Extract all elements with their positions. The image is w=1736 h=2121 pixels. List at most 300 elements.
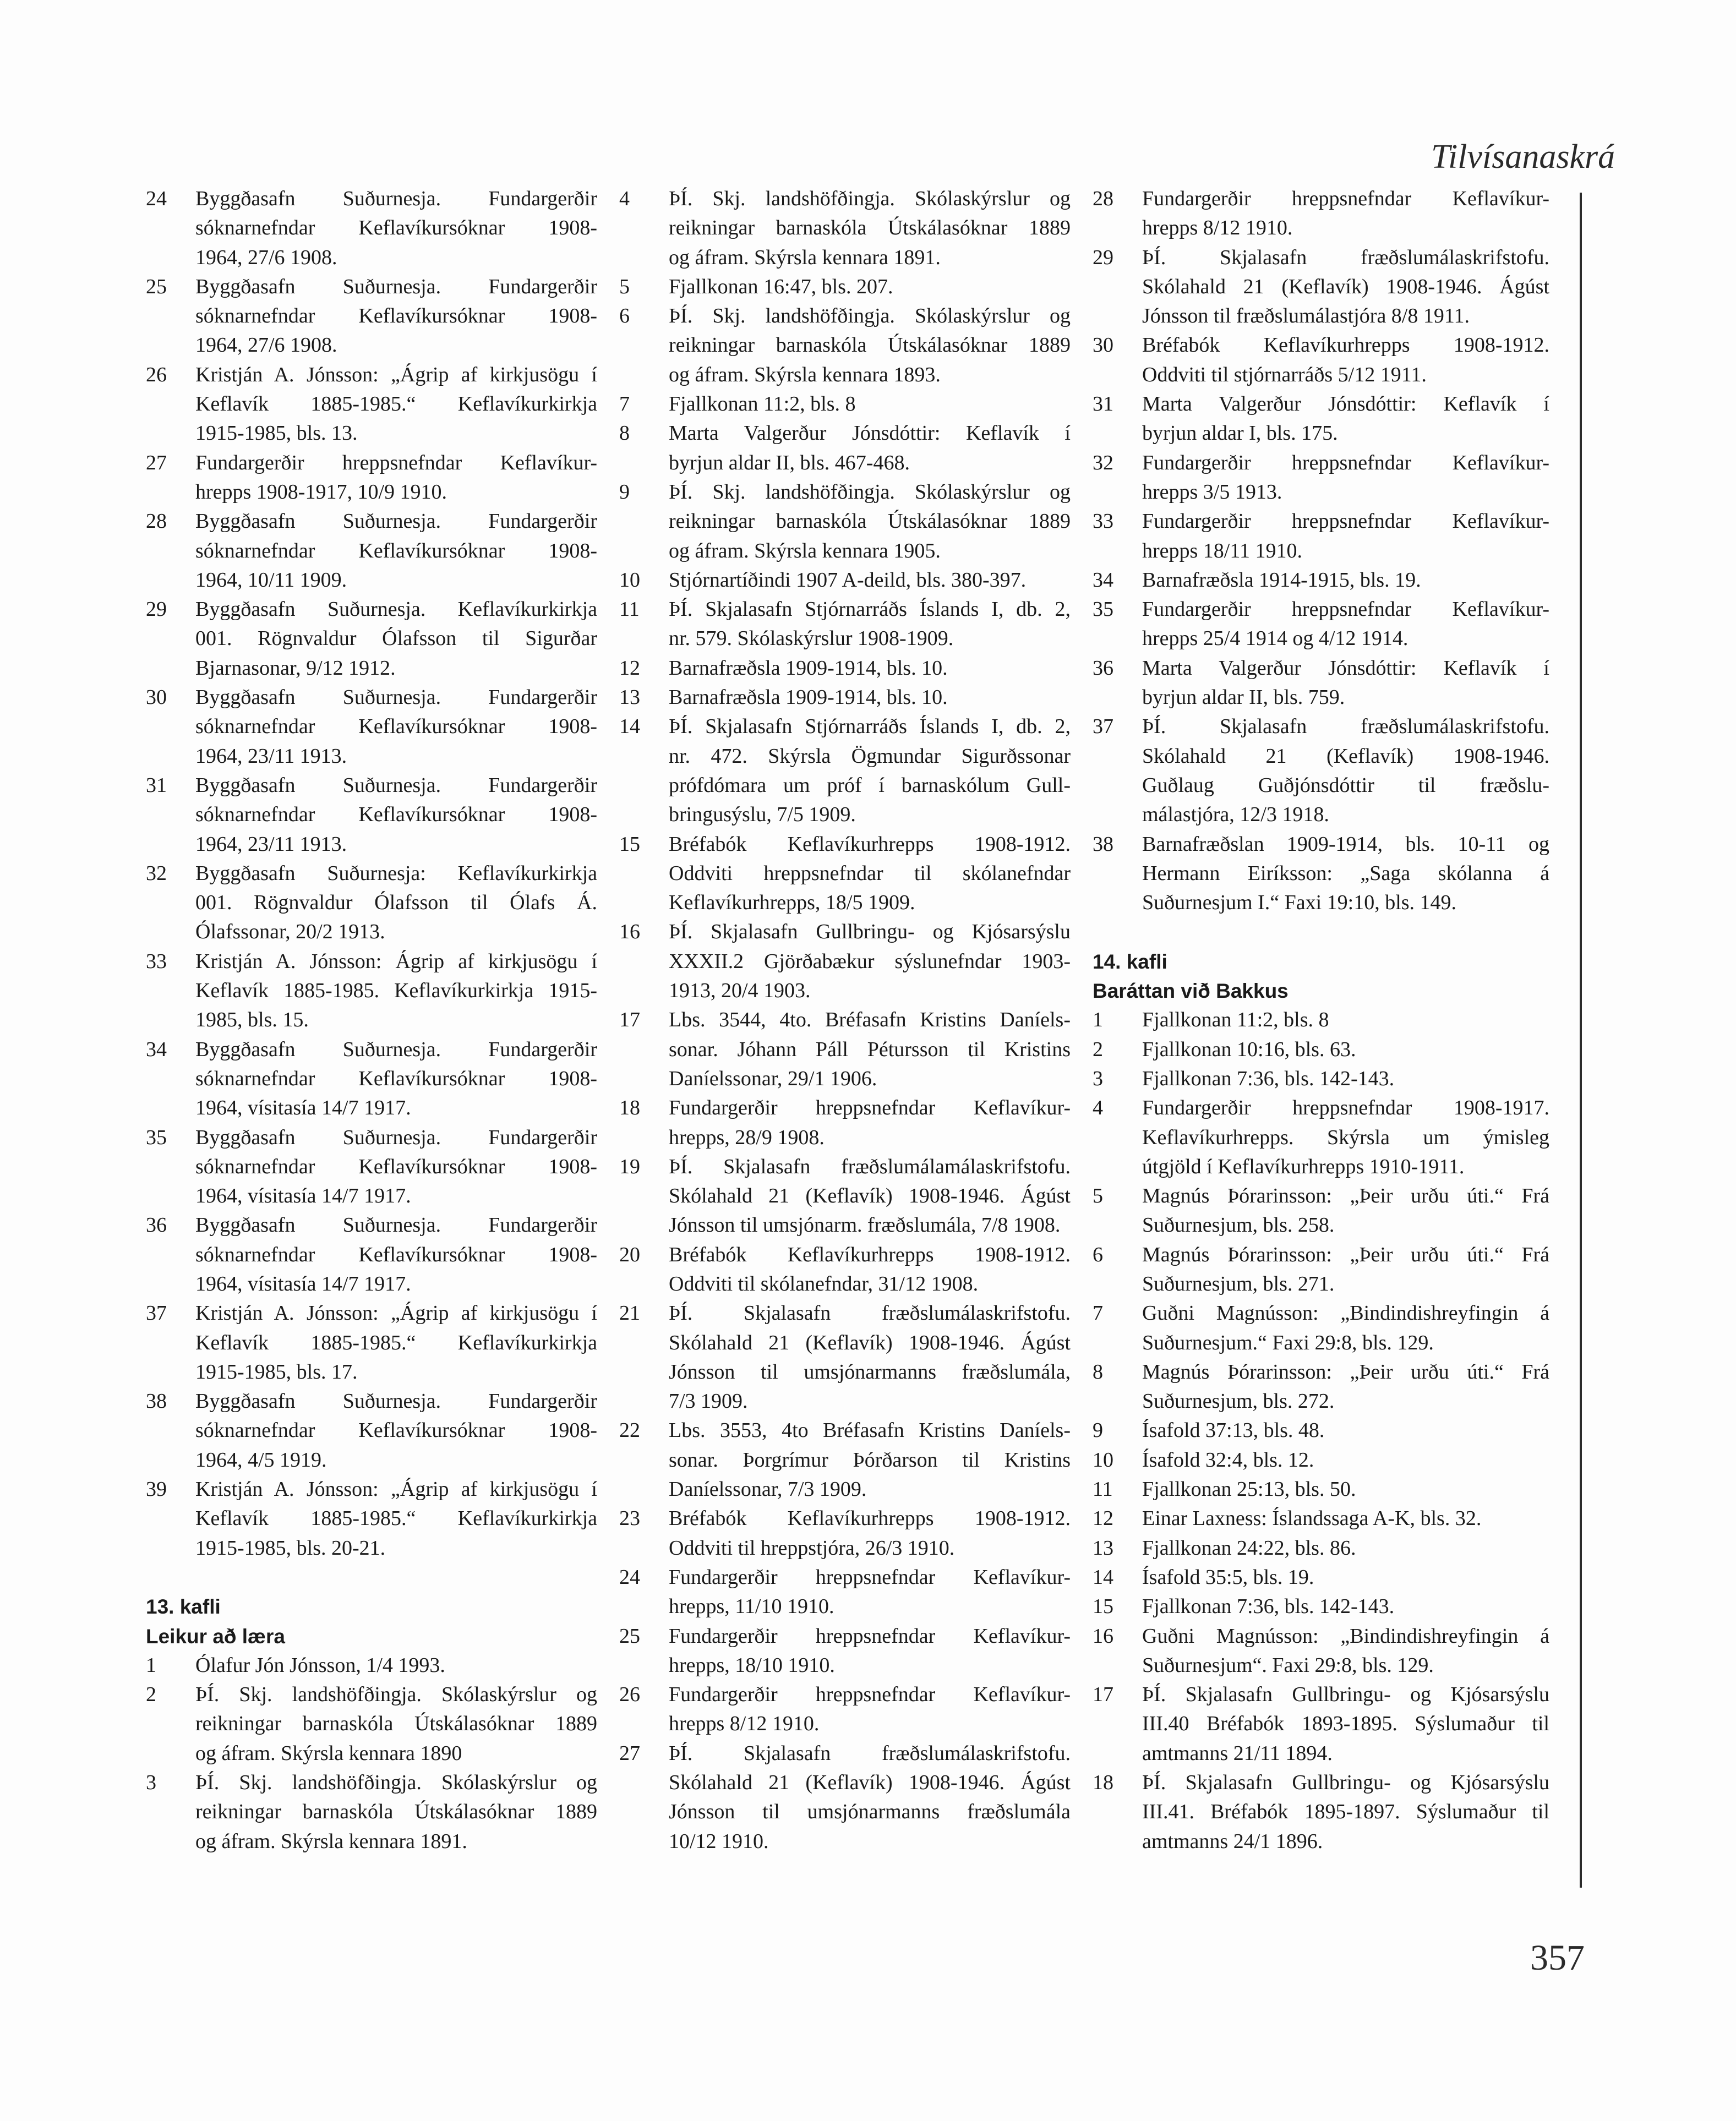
footnote-entry: [619, 1094, 1071, 1152]
footnote-entry: [1093, 654, 1549, 713]
footnote-line: Barnafræðsla 1909-1914, bls. 10.: [669, 656, 948, 680]
footnote-entry: [146, 1387, 597, 1475]
footnote-line: Oddviti til hreppstjóra, 26/3 1910.: [669, 1536, 955, 1560]
footnote-line: 1964, vísitasía 14/7 1917.: [195, 1096, 411, 1120]
footnote-number: 13: [619, 686, 640, 709]
footnote-line: sóknarnefndar Keflavíkursóknar 1908-: [195, 539, 597, 562]
footnote-entry: [619, 1005, 1071, 1094]
footnote-line: Suðurnesjum“. Faxi 29:8, bls. 129.: [1142, 1653, 1434, 1677]
footnote-line: Bréfabók Keflavíkurhrepps 1908-1912.: [669, 832, 1071, 856]
footnote-line: sonar. Þorgrímur Þórðarson til Kristins: [669, 1448, 1071, 1472]
footnote-number: 39: [146, 1478, 167, 1501]
footnote-line: Ólafssonar, 20/2 1913.: [195, 920, 385, 944]
footnote-number: 14: [1093, 1565, 1113, 1589]
footnote-line: sóknarnefndar Keflavíkursóknar 1908-: [195, 1155, 597, 1178]
footnote-line: Jónsson til umsjónarmanns fræðslumála: [669, 1800, 1071, 1824]
footnote-line: ÞÍ. Skj. landshöfðingja. Skólaskýrslur og: [195, 1771, 597, 1795]
footnote-line: Suðurnesjum.“ Faxi 29:8, bls. 129.: [1142, 1331, 1434, 1354]
footnote-line: XXXII.2 Gjörðabækur sýslunefndar 1903-: [669, 949, 1071, 973]
footnote-number: 26: [146, 363, 167, 386]
footnote-number: 34: [146, 1037, 167, 1061]
footnote-line: sóknarnefndar Keflavíkursóknar 1908-: [195, 304, 597, 328]
footnote-line: Keflavík 1885-1985. Keflavíkurkirkja 1915-: [195, 979, 597, 1003]
footnote-entry: [619, 1416, 1071, 1504]
footnote-line: Daníelssonar, 29/1 1906.: [669, 1067, 877, 1090]
footnote-entry: [619, 419, 1071, 478]
footnote-line: Oddviti til stjórnarráðs 5/12 1911.: [1142, 363, 1427, 386]
footnote-line: Keflavík 1885-1985.“ Keflavíkurkirkja: [195, 1331, 597, 1354]
footnote-entry: [1093, 1534, 1549, 1563]
footnote-entry: [146, 1475, 597, 1563]
footnote-entry: [619, 654, 1071, 683]
footnote-line: Skólahald 21 (Keflavík) 1908-1946.: [1142, 744, 1549, 768]
footnote-entry: [1093, 1240, 1549, 1299]
footnote-number: 17: [1093, 1683, 1113, 1707]
footnote-entry: [619, 302, 1071, 390]
footnote-line: Byggðasafn Suðurnesja. Keflavíkurkirkja: [195, 598, 597, 621]
footnote-number: 30: [146, 686, 167, 709]
footnote-entry: [1093, 449, 1549, 507]
footnote-line: Guðni Magnússon: „Bindindishreyfingin á: [1142, 1624, 1549, 1648]
footnote-line: Bréfabók Keflavíkurhrepps 1908-1912.: [1142, 334, 1549, 357]
footnote-entry: [619, 917, 1071, 1005]
footnote-entry: [146, 360, 597, 449]
footnote-line: Magnús Þórarinsson: „Þeir urðu úti.“ Frá: [1142, 1360, 1549, 1384]
footnote-line: hrepps, 28/9 1908.: [669, 1125, 825, 1149]
footnote-line: prófdómara um próf í barnaskólum Gull-: [669, 773, 1071, 797]
footnote-line: sóknarnefndar Keflavíkursóknar 1908-: [195, 1243, 597, 1266]
footnote-entry: [1093, 1504, 1549, 1533]
footnote-entry: [146, 1123, 597, 1211]
notes-list: [619, 184, 1071, 1856]
footnote-line: Keflavíkurhrepps, 18/5 1909.: [669, 891, 915, 915]
footnote-line: Fjallkonan 11:2, bls. 8: [1142, 1008, 1329, 1032]
footnote-line: Barnafræðslan 1909-1914, bls. 10-11 og: [1142, 832, 1549, 856]
footnote-line: ÞÍ. Skjalasafn fræðslumálaskrifstofu.: [1142, 715, 1549, 739]
footnote-line: 1964, vísitasía 14/7 1917.: [195, 1272, 411, 1295]
footnote-line: bringusýslu, 7/5 1909.: [669, 803, 856, 827]
footnote-line: Fundargerðir hreppsnefndar Keflavíkur-: [669, 1624, 1071, 1648]
footnote-line: byrjun aldar I, bls. 175.: [1142, 422, 1338, 445]
footnote-number: 9: [619, 480, 630, 504]
footnote-entry: [146, 507, 597, 595]
footnote-entry: [619, 1152, 1071, 1240]
footnote-entry: [146, 1211, 597, 1299]
footnote-line: ÞÍ. Skjalasafn Gullbringu- og Kjósarsýslu: [1142, 1683, 1549, 1707]
footnote-line: Byggðasafn Suðurnesja. Fundargerðir: [195, 1390, 597, 1413]
footnote-number: 16: [619, 920, 640, 944]
footnote-entry: [1093, 1094, 1549, 1182]
footnote-number: 2: [146, 1683, 156, 1707]
footnote-number: 17: [619, 1008, 640, 1032]
footnote-line: ÞÍ. Skj. landshöfðingja. Skólaskýrslur og: [669, 304, 1071, 328]
footnote-line: Skólahald 21 (Keflavík) 1908-1946. Ágúst: [669, 1331, 1071, 1354]
footnote-entry: [146, 771, 597, 859]
footnote-line: ÞÍ. Skjalasafn Gullbringu- og Kjósarsýslu: [1142, 1771, 1549, 1795]
footnote-line: og áfram. Skýrsla kennara 1905.: [669, 539, 941, 562]
footnote-number: 28: [1093, 187, 1113, 210]
footnote-number: 29: [146, 598, 167, 621]
footnote-number: 23: [619, 1507, 640, 1530]
footnote-entry: [1093, 1446, 1549, 1475]
footnote-line: Bréfabók Keflavíkurhrepps 1908-1912.: [669, 1243, 1071, 1266]
footnote-entry: [1093, 712, 1549, 829]
footnote-line: Suðurnesjum, bls. 272.: [1142, 1390, 1335, 1413]
notes-list: [146, 1651, 597, 1856]
footnote-line: 1915-1985, bls. 20-21.: [195, 1536, 386, 1560]
footnote-line: 10/12 1910.: [669, 1829, 769, 1853]
footnote-line: ÞÍ. Skjalasafn Stjórnarráðs Íslands I, db. 2,: [669, 715, 1071, 739]
footnote-line: og áfram. Skýrsla kennara 1891.: [195, 1829, 467, 1853]
footnote-line: hrepps 25/4 1914 og 4/12 1914.: [1142, 627, 1409, 650]
footnote-entry: [146, 1680, 597, 1768]
footnote-line: Keflavík 1885-1985.“ Keflavíkurkirkja: [195, 392, 597, 416]
footnote-line: Ísafold 35:5, bls. 19.: [1142, 1565, 1314, 1589]
notes-column-2: [619, 184, 1071, 1856]
footnote-line: Byggðasafn Suðurnesja. Fundargerðir: [195, 1213, 597, 1237]
footnote-line: 1964, 27/6 1908.: [195, 334, 337, 357]
footnote-entry: [1093, 1768, 1549, 1856]
footnote-line: Stjórnartíðindi 1907 A-deild, bls. 380-397.: [669, 568, 1027, 592]
footnote-line: Marta Valgerður Jónsdóttir: Keflavík í: [669, 422, 1071, 445]
footnote-line: ÞÍ. Skjalasafn fræðslumálaskrifstofu.: [669, 1302, 1071, 1325]
footnote-line: Fjallkonan 16:47, bls. 207.: [669, 275, 893, 298]
footnote-entry: [1093, 1416, 1549, 1445]
footnote-number: 2: [1093, 1037, 1103, 1061]
footnote-entry: [1093, 1592, 1549, 1621]
footnote-line: Byggðasafn Suðurnesja. Fundargerðir: [195, 686, 597, 709]
footnote-entry: [146, 1299, 597, 1387]
footnote-number: 1: [1093, 1008, 1103, 1032]
footnote-number: 18: [1093, 1771, 1113, 1795]
footnote-line: 001. Rögnvaldur Ólafsson til Sigurðar: [195, 627, 597, 650]
footnote-line: hrepps, 18/10 1910.: [669, 1653, 835, 1677]
footnote-line: og áfram. Skýrsla kennara 1891.: [669, 245, 941, 269]
section-gap: [1093, 917, 1549, 947]
footnote-entry: [146, 683, 597, 771]
footnote-line: Fjallkonan 10:16, bls. 63.: [1142, 1037, 1356, 1061]
footnote-line: Lbs. 3544, 4to. Bréfasafn Kristins Daníels-: [669, 1008, 1071, 1032]
footnote-entry: [619, 683, 1071, 712]
footnote-line: Ísafold 32:4, bls. 12.: [1142, 1448, 1314, 1472]
footnote-number: 28: [146, 510, 167, 533]
footnote-entry: [619, 712, 1071, 829]
footnote-number: 14: [619, 715, 640, 739]
footnote-line: ÞÍ. Skjalasafn fræðslumálaskrifstofu.: [1142, 245, 1549, 269]
footnote-number: 27: [619, 1741, 640, 1765]
footnote-number: 25: [146, 275, 167, 298]
footnote-number: 4: [1093, 1096, 1103, 1120]
footnote-line: Skólahald 21 (Keflavík) 1908-1946. Ágúst: [669, 1184, 1071, 1208]
footnote-line: Guðlaug Guðjónsdóttir til fræðslu-: [1142, 773, 1549, 797]
footnote-line: ÞÍ. Skj. landshöfðingja. Skólaskýrslur og: [195, 1683, 597, 1707]
footnote-entry: [146, 184, 597, 272]
footnote-entry: [619, 1240, 1071, 1299]
footnote-line: hrepps 1908-1917, 10/9 1910.: [195, 480, 447, 504]
footnote-line: málastjóra, 12/3 1918.: [1142, 803, 1329, 827]
footnote-line: Fjallkonan 7:36, bls. 142-143.: [1142, 1595, 1395, 1619]
footnote-number: 1: [146, 1653, 156, 1677]
footnote-entry: [619, 566, 1071, 595]
footnote-line: Fundargerðir hreppsnefndar Keflavíkur-: [1142, 451, 1549, 474]
footnote-line: Fundargerðir hreppsnefndar 1908-1917.: [1142, 1096, 1549, 1120]
footnote-line: ÞÍ. Skjalasafn fræðslumálaskrifstofu.: [669, 1741, 1071, 1765]
footnote-number: 18: [619, 1096, 640, 1120]
footnote-number: 26: [619, 1683, 640, 1707]
footnote-number: 16: [1093, 1624, 1113, 1648]
footnote-line: Marta Valgerður Jónsdóttir: Keflavík í: [1142, 656, 1549, 680]
footnote-line: reikningar barnaskóla Útskálasóknar 1889: [195, 1800, 597, 1824]
footnote-line: Fundargerðir hreppsnefndar Keflavíkur-: [669, 1096, 1071, 1120]
chapter-heading: 13. kafli: [146, 1595, 221, 1619]
chapter-title: Baráttan við Bakkus: [1093, 980, 1289, 1003]
footnote-number: 29: [1093, 245, 1113, 269]
footnote-line: Oddviti til skólanefndar, 31/12 1908.: [669, 1272, 979, 1295]
footnote-entry: [619, 1563, 1071, 1622]
footnote-line: hrepps 8/12 1910.: [669, 1712, 820, 1736]
footnote-number: 12: [1093, 1507, 1113, 1530]
footnote-line: Jónsson til fræðslumálastjóra 8/8 1911.: [1142, 304, 1470, 328]
footnote-entry: [146, 947, 597, 1035]
footnote-line: Marta Valgerður Jónsdóttir: Keflavík í: [1142, 392, 1549, 416]
footnote-number: 6: [1093, 1243, 1103, 1266]
footnote-line: útgjöld í Keflavíkurhrepps 1910-1911.: [1142, 1155, 1465, 1178]
footnote-number: 35: [1093, 598, 1113, 621]
footnote-line: nr. 472. Skýrsla Ögmundar Sigurðssonar: [669, 744, 1071, 768]
footnote-entry: [1093, 1182, 1549, 1240]
footnote-line: reikningar barnaskóla Útskálasóknar 1889: [669, 216, 1071, 240]
page-number: 357: [1530, 1938, 1585, 1978]
footnote-entry: [1093, 1680, 1549, 1768]
footnote-line: Fundargerðir hreppsnefndar Keflavíkur-: [1142, 510, 1549, 533]
footnote-line: Jónsson til umsjónarm. fræðslumála, 7/8 1908.: [669, 1213, 1061, 1237]
footnote-entry: [1093, 243, 1549, 331]
footnote-entry: [1093, 1005, 1549, 1035]
footnote-entry: [619, 1622, 1071, 1681]
footnote-line: Byggðasafn Suðurnesja: Keflavíkurkirkja: [195, 861, 597, 885]
footnote-number: 32: [146, 861, 167, 885]
footnote-entry: [1093, 1358, 1549, 1417]
footnote-line: 7/3 1909.: [669, 1390, 748, 1413]
footnote-line: Magnús Þórarinsson: „Þeir urðu úti.“ Frá: [1142, 1243, 1549, 1266]
footnote-line: amtmanns 21/11 1894.: [1142, 1741, 1333, 1765]
footnote-entry: [1093, 1563, 1549, 1592]
footnote-number: 31: [1093, 392, 1113, 416]
footnote-line: Guðni Magnússon: „Bindindishreyfingin á: [1142, 1302, 1549, 1325]
footnote-number: 21: [619, 1302, 640, 1325]
footnote-line: byrjun aldar II, bls. 759.: [1142, 686, 1345, 709]
footnote-line: Daníelssonar, 7/3 1909.: [669, 1478, 867, 1501]
footnote-number: 34: [1093, 568, 1113, 592]
footnote-entry: [619, 1299, 1071, 1416]
footnote-line: Bjarnasonar, 9/12 1912.: [195, 656, 396, 680]
footnote-line: 1915-1985, bls. 13.: [195, 422, 358, 445]
footnote-line: Byggðasafn Suðurnesja. Fundargerðir: [195, 1125, 597, 1149]
footnote-number: 8: [1093, 1360, 1103, 1384]
footnote-entry: [1093, 507, 1549, 566]
footnote-line: sóknarnefndar Keflavíkursóknar 1908-: [195, 216, 597, 240]
footnote-number: 7: [619, 392, 630, 416]
footnote-line: sóknarnefndar Keflavíkursóknar 1908-: [195, 1067, 597, 1090]
footnote-entry: [1093, 1064, 1549, 1094]
footnote-number: 5: [1093, 1184, 1103, 1208]
footnote-number: 15: [1093, 1595, 1113, 1619]
footnote-line: 1913, 20/4 1903.: [669, 979, 811, 1003]
footnote-number: 27: [146, 451, 167, 474]
footnote-number: 30: [1093, 334, 1113, 357]
footnote-number: 12: [619, 656, 640, 680]
footnote-line: reikningar barnaskóla Útskálasóknar 1889: [669, 510, 1071, 533]
footnote-line: Bréfabók Keflavíkurhrepps 1908-1912.: [669, 1507, 1071, 1530]
footnote-line: Keflavík 1885-1985.“ Keflavíkurkirkja: [195, 1507, 597, 1530]
notes-column-3: [1093, 184, 1549, 1856]
footnote-line: Ísafold 37:13, bls. 48.: [1142, 1419, 1325, 1442]
footnote-entry: [1093, 1475, 1549, 1504]
footnote-line: ÞÍ. Skjalasafn Stjórnarráðs Íslands I, db. 2,: [669, 598, 1071, 621]
footnote-line: sóknarnefndar Keflavíkursóknar 1908-: [195, 715, 597, 739]
footnote-line: Byggðasafn Suðurnesja. Fundargerðir: [195, 1037, 597, 1061]
footnote-line: hrepps 3/5 1913.: [1142, 480, 1282, 504]
footnote-entry: [619, 830, 1071, 918]
footnote-number: 15: [619, 832, 640, 856]
footnote-entry: [1093, 566, 1549, 595]
chapter-heading: 14. kafli: [1093, 950, 1167, 973]
footnote-line: Fundargerðir hreppsnefndar Keflavíkur-: [1142, 598, 1549, 621]
footnote-line: 1964, 4/5 1919.: [195, 1448, 327, 1472]
footnote-line: Jónsson til umsjónarmanns fræðslumála,: [669, 1360, 1071, 1384]
footnote-line: Fjallkonan 24:22, bls. 86.: [1142, 1536, 1356, 1560]
footnote-line: amtmanns 24/1 1896.: [1142, 1829, 1323, 1853]
footnote-entry: [146, 1768, 597, 1856]
footnote-line: reikningar barnaskóla Útskálasóknar 1889: [195, 1712, 597, 1736]
footnote-line: sonar. Jóhann Páll Pétursson til Kristins: [669, 1037, 1071, 1061]
footnote-entry: [1093, 830, 1549, 918]
footnote-line: Einar Laxness: Íslandssaga A-K, bls. 32.: [1142, 1507, 1482, 1530]
footnote-entry: [146, 449, 597, 507]
footnote-line: 1964, 10/11 1909.: [195, 568, 347, 592]
footnote-line: ÞÍ. Skj. landshöfðingja. Skólaskýrslur og: [669, 480, 1071, 504]
footnote-number: 36: [1093, 656, 1113, 680]
footnote-line: byrjun aldar II, bls. 467-468.: [669, 451, 910, 474]
footnote-line: Oddviti hreppsnefndar til skólanefndar: [669, 861, 1071, 885]
footnote-line: 1964, 23/11 1913.: [195, 744, 347, 768]
footnote-entry: [146, 1035, 597, 1123]
footnote-number: 6: [619, 304, 630, 328]
footnote-line: ÞÍ. Skjalasafn Gullbringu- og Kjósarsýslu: [669, 920, 1071, 944]
footnote-number: 24: [619, 1565, 640, 1589]
footnote-number: 37: [146, 1302, 167, 1325]
footnote-line: Barnafræðsla 1914-1915, bls. 19.: [1142, 568, 1421, 592]
footnote-line: 1915-1985, bls. 17.: [195, 1360, 358, 1384]
footnote-entry: [146, 272, 597, 360]
footnote-line: III.40 Bréfabók 1893-1895. Sýslumaður til: [1142, 1712, 1549, 1736]
footnote-line: Fundargerðir hreppsnefndar Keflavíkur-: [195, 451, 597, 474]
footnote-number: 9: [1093, 1419, 1103, 1442]
footnote-line: hrepps, 11/10 1910.: [669, 1595, 834, 1619]
footnote-number: 25: [619, 1624, 640, 1648]
footnote-number: 33: [1093, 510, 1113, 533]
footnote-line: 001. Rögnvaldur Ólafsson til Ólafs Á.: [195, 891, 597, 915]
footnote-line: sóknarnefndar Keflavíkursóknar 1908-: [195, 1419, 597, 1442]
footnote-line: og áfram. Skýrsla kennara 1890: [195, 1741, 462, 1765]
footnote-number: 5: [619, 275, 630, 298]
footnote-number: 32: [1093, 451, 1113, 474]
footnote-line: Byggðasafn Suðurnesja. Fundargerðir: [195, 510, 597, 533]
footnote-entry: [619, 390, 1071, 419]
footnote-line: 1985, bls. 15.: [195, 1008, 309, 1032]
footnote-line: Byggðasafn Suðurnesja. Fundargerðir: [195, 773, 597, 797]
notes-list: [1093, 1005, 1549, 1856]
footnote-line: Suðurnesjum I.“ Faxi 19:10, bls. 149.: [1142, 891, 1457, 915]
footnote-entry: [1093, 1035, 1549, 1064]
footnote-entry: [619, 1680, 1071, 1739]
footnote-line: Fundargerðir hreppsnefndar Keflavíkur-: [1142, 187, 1549, 210]
footnote-number: 20: [619, 1243, 640, 1266]
footnote-number: 4: [619, 187, 630, 210]
footnote-line: Ólafur Jón Jónsson, 1/4 1993.: [195, 1653, 445, 1677]
footnote-number: 38: [1093, 832, 1113, 856]
notes-list: [1093, 184, 1549, 917]
footnote-line: Byggðasafn Suðurnesja. Fundargerðir: [195, 187, 597, 210]
footnote-line: Byggðasafn Suðurnesja. Fundargerðir: [195, 275, 597, 298]
footnote-line: Hermann Eiríksson: „Saga skólanna á: [1142, 861, 1549, 885]
footnote-line: og áfram. Skýrsla kennara 1893.: [669, 363, 941, 386]
footnote-number: 8: [619, 422, 630, 445]
footnote-entry: [619, 184, 1071, 272]
footnote-line: nr. 579. Skólaskýrslur 1908-1909.: [669, 627, 954, 650]
footnote-line: Fjallkonan 11:2, bls. 8: [669, 392, 856, 416]
footnote-entry: [1093, 184, 1549, 243]
footnote-line: Fundargerðir hreppsnefndar Keflavíkur-: [669, 1683, 1071, 1707]
footnote-line: 1964, 27/6 1908.: [195, 245, 337, 269]
margin-rule: [1580, 193, 1582, 1888]
footnote-line: 1964, vísitasía 14/7 1917.: [195, 1184, 411, 1208]
chapter-title: Leikur að læra: [146, 1625, 285, 1648]
footnote-entry: [146, 859, 597, 947]
footnote-number: 33: [146, 949, 167, 973]
footnote-number: 3: [146, 1771, 156, 1795]
footnote-line: Suðurnesjum, bls. 271.: [1142, 1272, 1335, 1295]
footnote-line: Kristján A. Jónsson: „Ágrip af kirkjusögu í: [195, 1302, 597, 1325]
footnote-line: Fundargerðir hreppsnefndar Keflavíkur-: [669, 1565, 1071, 1589]
footnote-line: hrepps 18/11 1910.: [1142, 539, 1302, 562]
footnote-line: Magnús Þórarinsson: „Þeir urðu úti.“ Frá: [1142, 1184, 1549, 1208]
footnote-number: 36: [146, 1213, 167, 1237]
footnote-line: III.41. Bréfabók 1895-1897. Sýslumaður til: [1142, 1800, 1549, 1824]
footnote-line: 1964, 23/11 1913.: [195, 832, 347, 856]
footnote-number: 11: [619, 598, 640, 621]
footnote-line: ÞÍ. Skj. landshöfðingja. Skólaskýrslur og: [669, 187, 1071, 210]
footnote-entry: [619, 1504, 1071, 1563]
footnote-entry: [1093, 1622, 1549, 1681]
footnote-number: 7: [1093, 1302, 1103, 1325]
footnote-line: Suðurnesjum, bls. 258.: [1142, 1213, 1335, 1237]
footnote-line: Fjallkonan 25:13, bls. 50.: [1142, 1478, 1356, 1501]
footnote-number: 37: [1093, 715, 1113, 739]
footnote-line: sóknarnefndar Keflavíkursóknar 1908-: [195, 803, 597, 827]
footnote-number: 35: [146, 1125, 167, 1149]
notes-list: [146, 184, 597, 1563]
footnote-number: 11: [1093, 1478, 1113, 1501]
footnote-line: Skólahald 21 (Keflavík) 1908-1946. Ágúst: [669, 1771, 1071, 1795]
footnote-line: Kristján A. Jónsson: „Ágrip af kirkjusögu í: [195, 1478, 597, 1501]
footnote-line: Lbs. 3553, 4to Bréfasafn Kristins Daníels-: [669, 1419, 1071, 1442]
footnote-number: 10: [619, 568, 640, 592]
footnote-line: reikningar barnaskóla Útskálasóknar 1889: [669, 334, 1071, 357]
footnote-entry: [1093, 595, 1549, 654]
footnote-entry: [619, 595, 1071, 654]
footnote-entry: [1093, 1299, 1549, 1358]
